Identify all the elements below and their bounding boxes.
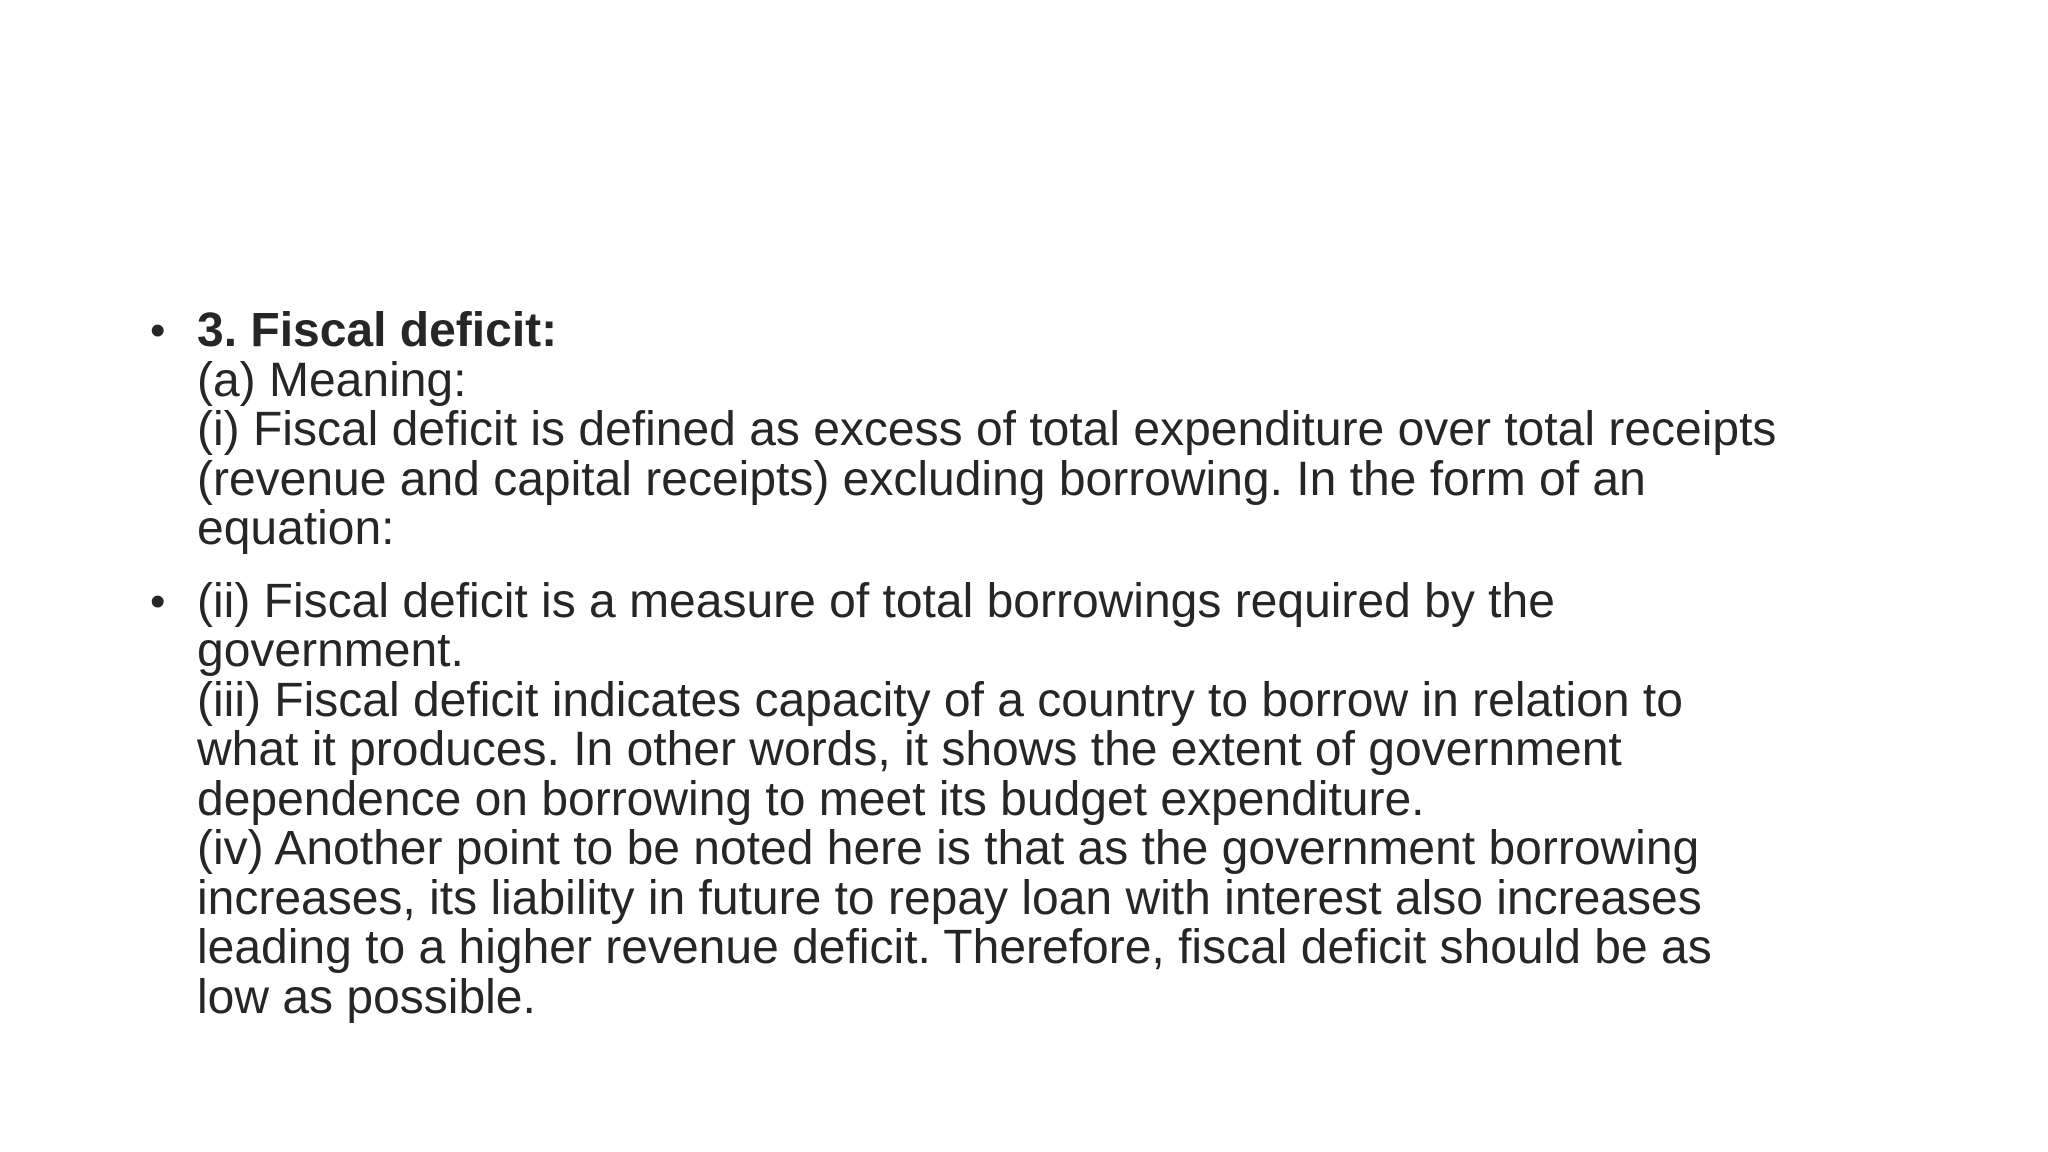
text-line: (revenue and capital receipts) excluding borrowing. In the form of an — [197, 452, 1646, 506]
text-line: low as possible. — [197, 970, 536, 1024]
text-line: equation: — [197, 502, 395, 555]
text-line: (iv) Another point to be noted here is that as the government borrowing — [197, 822, 1700, 875]
section-heading: 3. Fiscal deficit: — [197, 304, 558, 357]
text-line: (ii) Fiscal deficit is a measure of total borrowings required by the — [197, 574, 1555, 628]
text-line: (i) Fiscal deficit is defined as excess of total expenditure over total receipts — [197, 403, 1777, 456]
slide-body — [150, 306, 1930, 1022]
text-line: what it produces. In other words, it shows the extent of government — [197, 723, 1622, 776]
text-line: dependence on borrowing to meet its budget expenditure. — [197, 772, 1425, 826]
text-line: increases, its liability in future to repay loan with interest also increases — [197, 871, 1702, 925]
bullet-dot-icon: • — [150, 576, 166, 626]
text-line: government. — [197, 624, 464, 677]
bullet-item-fiscal-deficit-points — [150, 574, 1930, 1024]
text-line: (a) Meaning: — [197, 353, 467, 407]
text-line: leading to a higher revenue deficit. Therefore, fiscal deficit should be as — [197, 921, 1712, 974]
text-line: (iii) Fiscal deficit indicates capacity of a country to borrow in relation to — [197, 673, 1683, 727]
bullet-dot-icon: • — [150, 306, 166, 355]
bullet-item-fiscal-deficit-meaning — [150, 306, 1930, 554]
